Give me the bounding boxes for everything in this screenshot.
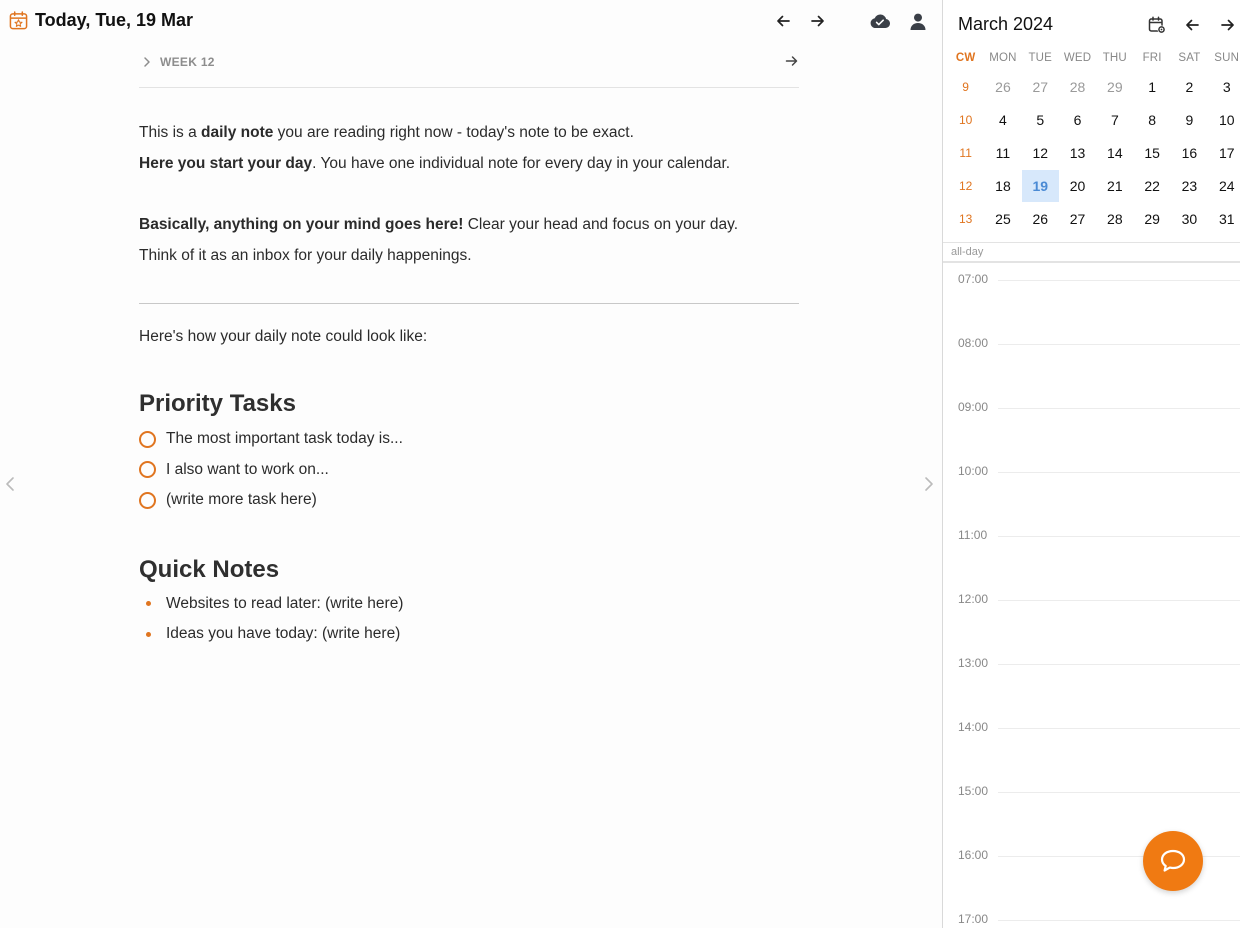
- weekday-header: THU: [1102, 52, 1127, 64]
- weekday-header: FRI: [1142, 52, 1162, 64]
- list-item-text[interactable]: Websites to read later: (write here): [166, 594, 404, 612]
- task-item: [139, 485, 799, 516]
- day-cell[interactable]: 3: [1222, 78, 1231, 95]
- day-cell[interactable]: 25: [995, 210, 1011, 227]
- day-cell[interactable]: 24: [1218, 177, 1235, 194]
- hour-slot[interactable]: [943, 775, 1240, 839]
- day-cell[interactable]: 14: [1107, 144, 1123, 161]
- hour-slot[interactable]: [943, 711, 1240, 775]
- day-cell[interactable]: 20: [1069, 177, 1086, 194]
- calendar-pane: [943, 0, 1240, 928]
- week-bar: [139, 50, 799, 88]
- month-title: March 2024: [958, 14, 1054, 34]
- bold-text: Here you start your day: [139, 155, 313, 172]
- arrow-left-icon: [776, 14, 790, 28]
- hour-label: 11:00: [958, 528, 988, 542]
- week-number[interactable]: 11: [959, 145, 972, 160]
- text: This is a: [139, 124, 202, 141]
- task-text[interactable]: The most important task today is...: [166, 430, 403, 448]
- day-cell[interactable]: 28: [1107, 210, 1123, 227]
- week-row: [947, 70, 1240, 103]
- day-timeline[interactable]: [943, 263, 1240, 928]
- user-icon: [910, 13, 926, 30]
- note-editor[interactable]: [139, 117, 799, 650]
- day-cell[interactable]: 26: [1032, 210, 1049, 227]
- day-cell[interactable]: 15: [1144, 144, 1160, 161]
- day-cell[interactable]: 21: [1107, 177, 1123, 194]
- text: Clear your head and focus on your day.: [463, 216, 738, 233]
- paragraph: [139, 117, 799, 148]
- day-cell[interactable]: 18: [995, 177, 1011, 194]
- day-cell[interactable]: 23: [1181, 177, 1198, 194]
- day-cell[interactable]: 26: [995, 78, 1011, 95]
- task-checkbox[interactable]: [139, 492, 156, 509]
- hour-slot[interactable]: [943, 903, 1240, 928]
- hour-label: 17:00: [958, 912, 989, 926]
- week-number[interactable]: 9: [962, 79, 969, 94]
- list-item: [139, 619, 799, 650]
- next-month-button[interactable]: [1217, 14, 1239, 36]
- day-cell[interactable]: 13: [1069, 144, 1086, 161]
- chevron-left-icon[interactable]: [4, 473, 16, 495]
- chat-bubble-icon: [1159, 848, 1187, 874]
- day-cell[interactable]: 30: [1181, 210, 1198, 227]
- task-list: [139, 424, 799, 516]
- day-cell[interactable]: 7: [1110, 111, 1119, 128]
- hour-label: 15:00: [958, 784, 989, 798]
- day-cell[interactable]: 6: [1073, 111, 1082, 128]
- day-cell[interactable]: 12: [1032, 144, 1049, 161]
- list-item: [139, 589, 799, 620]
- week-number[interactable]: 10: [958, 112, 973, 127]
- calendar-settings-button[interactable]: [1146, 14, 1168, 36]
- text: you are reading right now - today's note to be exact.: [273, 124, 634, 141]
- hour-slot[interactable]: [943, 455, 1240, 519]
- weekday-header-row: [947, 50, 1240, 66]
- previous-month-button[interactable]: [1181, 14, 1203, 36]
- day-cell[interactable]: 31: [1218, 210, 1235, 227]
- hour-label: 13:00: [958, 656, 989, 670]
- month-grid: [947, 50, 1240, 235]
- arrow-right-icon: [1221, 18, 1235, 32]
- task-checkbox[interactable]: [139, 431, 156, 448]
- account-button[interactable]: [906, 10, 930, 32]
- weekday-header: WED: [1063, 52, 1092, 64]
- day-cell[interactable]: 22: [1144, 177, 1160, 194]
- day-cell[interactable]: 29: [1107, 78, 1123, 95]
- next-day-button[interactable]: [806, 10, 830, 32]
- day-cell[interactable]: 5: [1036, 111, 1045, 128]
- day-cell[interactable]: 11: [995, 144, 1011, 161]
- day-cell[interactable]: 10: [1218, 111, 1235, 128]
- hour-label: 08:00: [958, 336, 989, 350]
- day-cell[interactable]: 1: [1148, 78, 1157, 95]
- hour-label: 10:00: [958, 464, 989, 478]
- calendar-gear-icon: [1148, 16, 1166, 34]
- chevron-right-icon[interactable]: [923, 473, 935, 495]
- hour-slot[interactable]: [943, 263, 1240, 327]
- bullet-dot: [146, 601, 151, 606]
- cloud-check-icon: [869, 13, 891, 29]
- horizontal-rule: [139, 303, 799, 304]
- hour-label: 16:00: [958, 848, 989, 862]
- sync-button[interactable]: [867, 10, 893, 32]
- arrow-right-icon: [811, 14, 825, 28]
- hour-slot[interactable]: [943, 391, 1240, 455]
- day-cell[interactable]: 27: [1069, 210, 1086, 227]
- chat-support-button[interactable]: [1143, 831, 1203, 891]
- hour-label: 09:00: [958, 400, 989, 414]
- week-row: [947, 103, 1240, 136]
- task-checkbox[interactable]: [139, 461, 156, 478]
- cw-header: CW: [955, 52, 976, 64]
- day-cell[interactable]: 4: [999, 111, 1007, 128]
- hour-slot[interactable]: [943, 327, 1240, 391]
- day-cell-today[interactable]: 19: [1022, 170, 1059, 202]
- list-item-text[interactable]: Ideas you have today: (write here): [166, 625, 401, 643]
- paragraph: [139, 148, 799, 179]
- day-cell[interactable]: 2: [1185, 78, 1194, 95]
- day-cell[interactable]: 16: [1181, 144, 1198, 161]
- day-cell[interactable]: 9: [1185, 111, 1194, 128]
- paragraph: Think of it as an inbox for your daily happenings.: [139, 247, 472, 264]
- task-text[interactable]: (write more task here): [166, 491, 317, 509]
- bullet-dot: [146, 632, 151, 637]
- arrow-left-icon: [1185, 18, 1199, 32]
- bullet-list: [139, 589, 799, 650]
- day-cell[interactable]: 29: [1144, 210, 1160, 227]
- day-cell[interactable]: 8: [1148, 111, 1157, 128]
- quick-notes-heading: Quick Notes: [139, 555, 280, 583]
- hour-label: 07:00: [958, 272, 989, 286]
- week-row: [947, 202, 1240, 235]
- open-week-icon[interactable]: [785, 54, 799, 68]
- week-row: [947, 169, 1240, 202]
- priority-tasks-heading: Priority Tasks: [139, 390, 296, 417]
- text: . You have one individual note for every day in your calendar.: [312, 155, 731, 172]
- task-text[interactable]: I also want to work on...: [166, 460, 329, 478]
- week-number[interactable]: 12: [958, 178, 973, 193]
- weekday-header: TUE: [1028, 52, 1053, 64]
- calendar-star-icon[interactable]: [9, 11, 28, 30]
- paragraph: Here's how your daily note could look like:: [139, 328, 428, 345]
- hour-slot[interactable]: [943, 647, 1240, 711]
- weekday-header: MON: [989, 52, 1017, 64]
- all-day-row[interactable]: all-day: [943, 242, 1240, 263]
- bold-text: Basically, anything on your mind goes here!: [139, 216, 464, 233]
- task-item: [139, 455, 799, 486]
- chevron-right-icon[interactable]: [141, 55, 153, 69]
- day-cell[interactable]: 28: [1069, 78, 1086, 95]
- previous-day-button[interactable]: [771, 10, 795, 32]
- paragraph: [139, 209, 799, 240]
- day-cell[interactable]: 17: [1218, 144, 1235, 161]
- day-cell[interactable]: 27: [1032, 78, 1049, 95]
- hour-slot[interactable]: [943, 583, 1240, 647]
- weekday-header: SUN: [1214, 52, 1240, 64]
- hour-label: 14:00: [958, 720, 989, 734]
- task-item: [139, 424, 799, 455]
- page-title: Today, Tue, 19 Mar: [35, 10, 194, 30]
- week-label[interactable]: WEEK 12: [160, 55, 215, 69]
- top-bar: [0, 0, 942, 42]
- week-number[interactable]: 13: [958, 211, 973, 226]
- weekday-header: SAT: [1178, 52, 1201, 64]
- hour-label: 12:00: [958, 592, 989, 606]
- bold-text: daily note: [201, 124, 274, 141]
- week-row: [947, 136, 1240, 169]
- hour-slot[interactable]: [943, 519, 1240, 583]
